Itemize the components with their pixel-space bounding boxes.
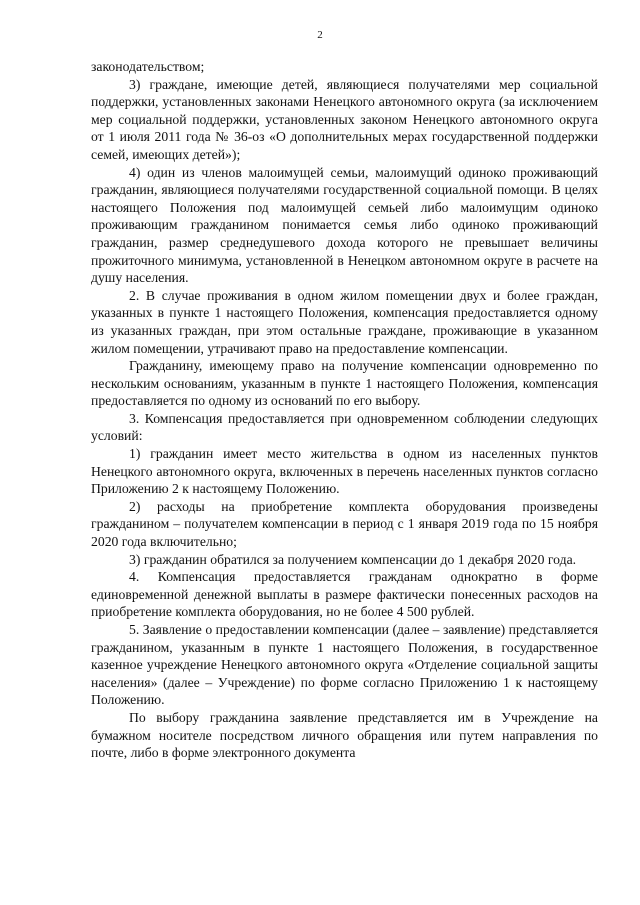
paragraph-submission-method: По выбору гражданина заявление представляется им в Учреждение на бумажном носителе посредством личного обращения или путем направления по почте, либо в форме электронного документа — [91, 709, 598, 761]
paragraph-item-4-low-income: 4) один из членов малоимущей семьи, малоимущий одиноко проживающий гражданин, являющиеся получателями государственной социальной помощи. В целях настоящего Положения под малоимущей семьей либо малоимущим одиноко проживающим гражданином понимается семья либо одиноко проживающий гражданин, размер среднедушевого дохода которого не превышает величины прожиточного минимума, установленной в Ненецком автономном округе в расчете на душу населения. — [91, 164, 598, 286]
paragraph-condition-1: 1) гражданин имеет место жительства в одном из населенных пунктов Ненецкого автономного округа, включенных в перечень населенных пунктов согласно Приложению 2 к настоящему Положению. — [91, 446, 598, 497]
paragraph-item-3-families-with-children: 3) граждане, имеющие детей, являющиеся получателями мер социальной поддержки, установленных законами Ненецкого автономного округа (за исключением мер социальной поддержки, установленных законом Ненецкого автономного округа от 1 июля 2011 года № 36-оз «О дополнительных мерах государственной поддержки семей, имеющих детей»); — [91, 76, 598, 162]
paragraph-clause-2: 2. В случае проживания в одном жилом помещении двух и более граждан, указанных в пункте 1 настоящего Положения, компенсация предоставляется одному из указанных граждан, при этом остальные граждане, проживающие в указанном жилом помещении, утрачивают право на предоставление компенсации. — [91, 287, 598, 356]
paragraph-continuation: законодательством; — [91, 59, 205, 74]
paragraph-condition-3: 3) гражданин обратился за получением компенсации до 1 декабря 2020 года. — [129, 551, 577, 567]
paragraph-clause-4: 4. Компенсация предоставляется гражданам однократно в форме единовременной денежной выплаты в размере фактически понесенных расходов на приобретение комплекта оборудования, но не более 4 500 рублей. — [91, 569, 598, 620]
document-body — [91, 58, 598, 762]
paragraph-clause-3: 3. Компенсация предоставляется при одновременном соблюдении следующих условий: — [91, 410, 598, 444]
paragraph-multiple-grounds: Гражданину, имеющему право на получение компенсации одновременно по нескольким основаниям, указанным в пункте 1 настоящего Положения, компенсация предоставляется по одному из оснований по его выбору. — [91, 358, 598, 409]
page-number: 2 — [317, 29, 323, 41]
paragraph-clause-5: 5. Заявление о предоставлении компенсации (далее – заявление) представляется гражданином, указанным в пункте 1 настоящего Положения, в государственное казенное учреждение Ненецкого автономного округа «Отделение социальной защиты населения» (далее – Учреждение) по форме согласно Приложению 1 к настоящему Положению. — [91, 622, 598, 708]
paragraph-condition-2: 2) расходы на приобретение комплекта оборудования произведены гражданином – получателем компенсации в период с 1 января 2019 года по 15 ноября 2020 года включительно; — [91, 498, 598, 550]
